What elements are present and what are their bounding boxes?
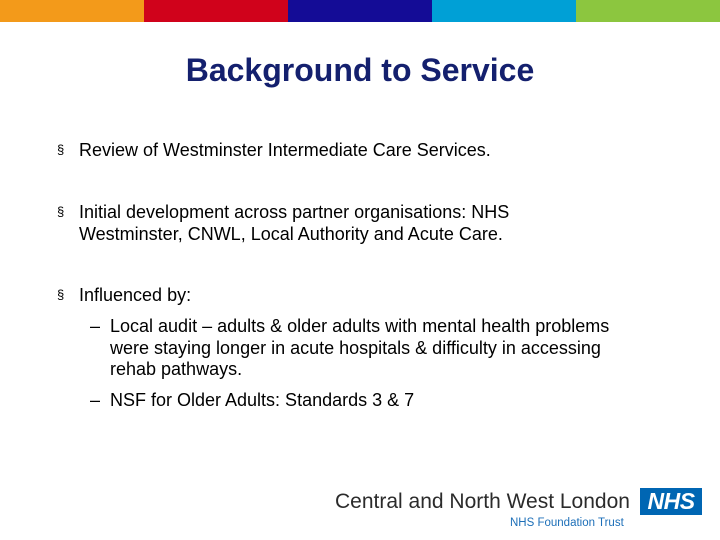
bullet-text-line-1: Initial development across partner organisations: NHS (79, 202, 510, 222)
sub-bullet-1 (90, 316, 609, 381)
color-stripe (0, 0, 720, 22)
stripe-orange (0, 0, 144, 22)
bullet-1 (57, 139, 491, 161)
bullet-marker: § (57, 142, 65, 157)
sub-bullet-marker: – (90, 316, 101, 336)
bullet-text-line-2: Westminster, CNWL, Local Authority and Acute Care. (79, 224, 503, 244)
bullet-3 (57, 284, 191, 306)
sub-bullet-text-line-2: were staying longer in acute hospitals & difficulty in accessing (110, 337, 601, 358)
sub-bullet-text-line-1: Local audit – adults & older adults with mental health problems (110, 316, 610, 336)
sub-bullet-text: NSF for Older Adults: Standards 3 & 7 (110, 390, 415, 410)
stripe-red (144, 0, 288, 22)
nhs-logo-badge: NHS (640, 488, 702, 515)
sub-bullet-marker: – (90, 390, 101, 410)
stripe-green (576, 0, 720, 22)
bullet-2 (57, 201, 509, 245)
org-name: Central and North West London (335, 490, 630, 513)
bullet-text: Influenced by: (79, 285, 192, 305)
stripe-navy (288, 0, 432, 22)
org-subtitle: NHS Foundation Trust (510, 517, 624, 529)
slide-title: Background to Service (185, 52, 535, 88)
sub-bullet-text-line-3: rehab pathways. (110, 359, 243, 379)
sub-bullet-2 (90, 390, 414, 412)
bullet-text: Review of Westminster Intermediate Care Services. (79, 140, 491, 160)
bullet-marker: § (57, 287, 65, 302)
bullet-marker: § (57, 204, 65, 219)
stripe-cyan (432, 0, 576, 22)
